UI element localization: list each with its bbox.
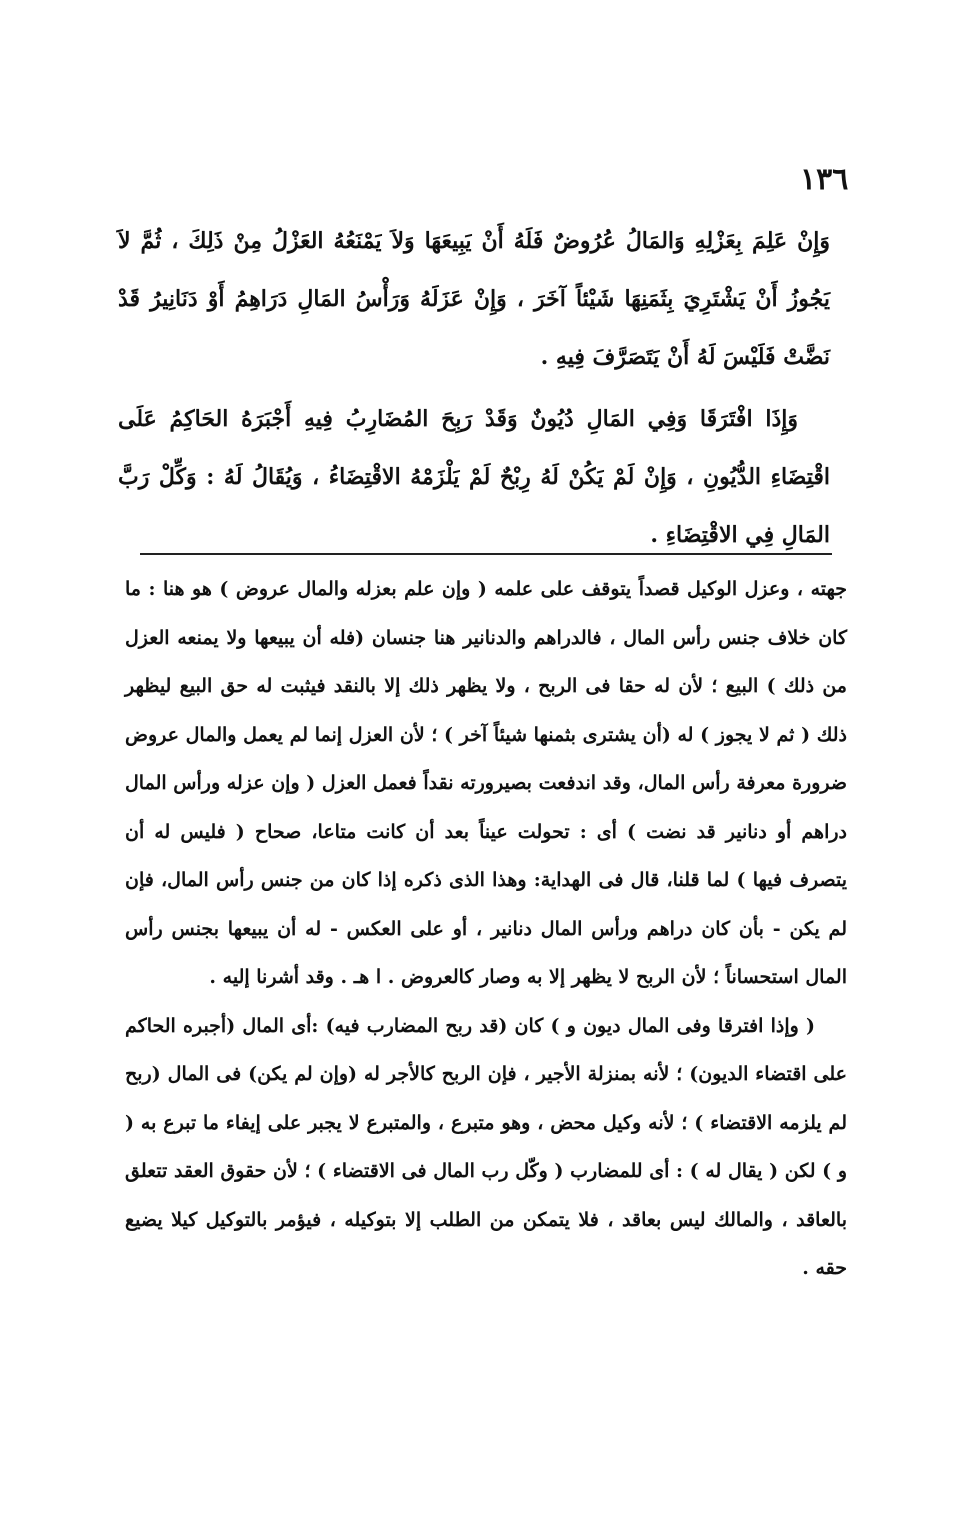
- main-text-paragraph-1: وَإِنْ عَلِمَ بِعَزْلِهِ وَالمَالُ عُرُوضٌ فَلَهُ أَنْ يَبِيعَهَا وَلاَ يَمْنَعُهُ العَزْلُ مِنْ ذَلِكَ ، ثُمَّ لاَ يَجُوزُ أَنْ يَشْتَرِيَ بِثَمَنِهَا شَيْئاً آخَرَ ، وَإِنْ عَزَلَهُ وَرَأْسُ المَالِ دَرَاهِمُ أَوْ دَنَانِيرُ قَدْ نَضَّتْ فَلَيْسَ لَهُ أَنْ يَتَصَرَّفَ فِيهِ .: [118, 228, 830, 370]
- commentary-paragraph-2: ( وإذا افترقا وفى المال ديون و ) كان (قد ربح المضارب فيه) :أى المال (أجبره الحاكم على اقتضاء الديون) ؛ لأنه بمنزلة الأجير ، فإن الربح كالأجر له (وإن لم يكن) فى المال (ربح لم يلزمه الاقتضاء ) ؛ لأنه وكيل محض ، وهو متبرع ، والمتبرع لا يجبر على إيفاء ما تبرع به ( و ) لكن ( يقال له ) : أى للمضارب ( وكّل رب المال فى الاقتضاء ) ؛ لأن حقوق العقد تتعلق بالعاقد ، والمالك ليس بعاقد ، فلا يتمكن من الطلب إلا بتوكيله ، فيؤمر بالتوكيل كيلا يضيع حقه .: [125, 1014, 847, 1279]
- commentary-text: [125, 565, 847, 1293]
- page-number: ١٣٦: [800, 162, 849, 197]
- commentary-paragraph-1: جهته ، وعزل الوكيل قصداً يتوقف على علمه ( وإن علم بعزله والمال عروض ) هو هنا : ما كان خلاف جنس رأس المال ، فالدراهم والدنانير هنا جنسان (فله أن يبيعها ولا يمنعه العزل من ذلك ) البيع ؛ لأن له حقا فى الربح ، ولا يظهر ذلك إلا بالنقد فيثبت له حق البيع ليظهر ذلك ( ثم لا يجوز ) له (أن يشترى بثمنها شيئاً آخر ) ؛ لأن العزل إنما لم يعمل والمال عروض ضرورة معرفة رأس المال، وقد اندفعت بصيرورته نقداً فعمل العزل ( وإن عزله ورأس المال دراهم أو دنانير قد نضت ) أى : تحولت عيناً بعد أن كانت متاعا، صحاح ( فليس له أن يتصرف فيها ) لما قلنا، قال فى الهداية: وهذا الذى ذكره إذا كان من جنس رأس المال، فإن لم يكن - بأن كان دراهم ورأس المال دنانير ، أو على العكس - له أن يبيعها بجنس رأس المال استحساناً ؛ لأن الربح لا يظهر إلا به وصار كالعروض . ا هـ . وقد أشرنا إليه .: [125, 578, 847, 988]
- main-text: [118, 212, 830, 568]
- separator-line: [140, 553, 832, 555]
- main-text-paragraph-2: وَإِذَا افْتَرَقَا وَفِي المَالِ دُيُونٌ وَقَدْ رَبِحَ المُضَارِبُ فِيهِ أَجْبَرَهُ الحَاكِمُ عَلَى اقْتِضَاءِ الدُّيُونِ ، وَإِنْ لَمْ يَكُنْ لَهُ رِبْحٌ لَمْ يَلْزَمْهُ الاقْتِضَاءُ ، وَيُقَالُ لَهُ : وَكِّلْ رَبَّ المَالِ فِي الاقْتِضَاءِ .: [118, 406, 830, 548]
